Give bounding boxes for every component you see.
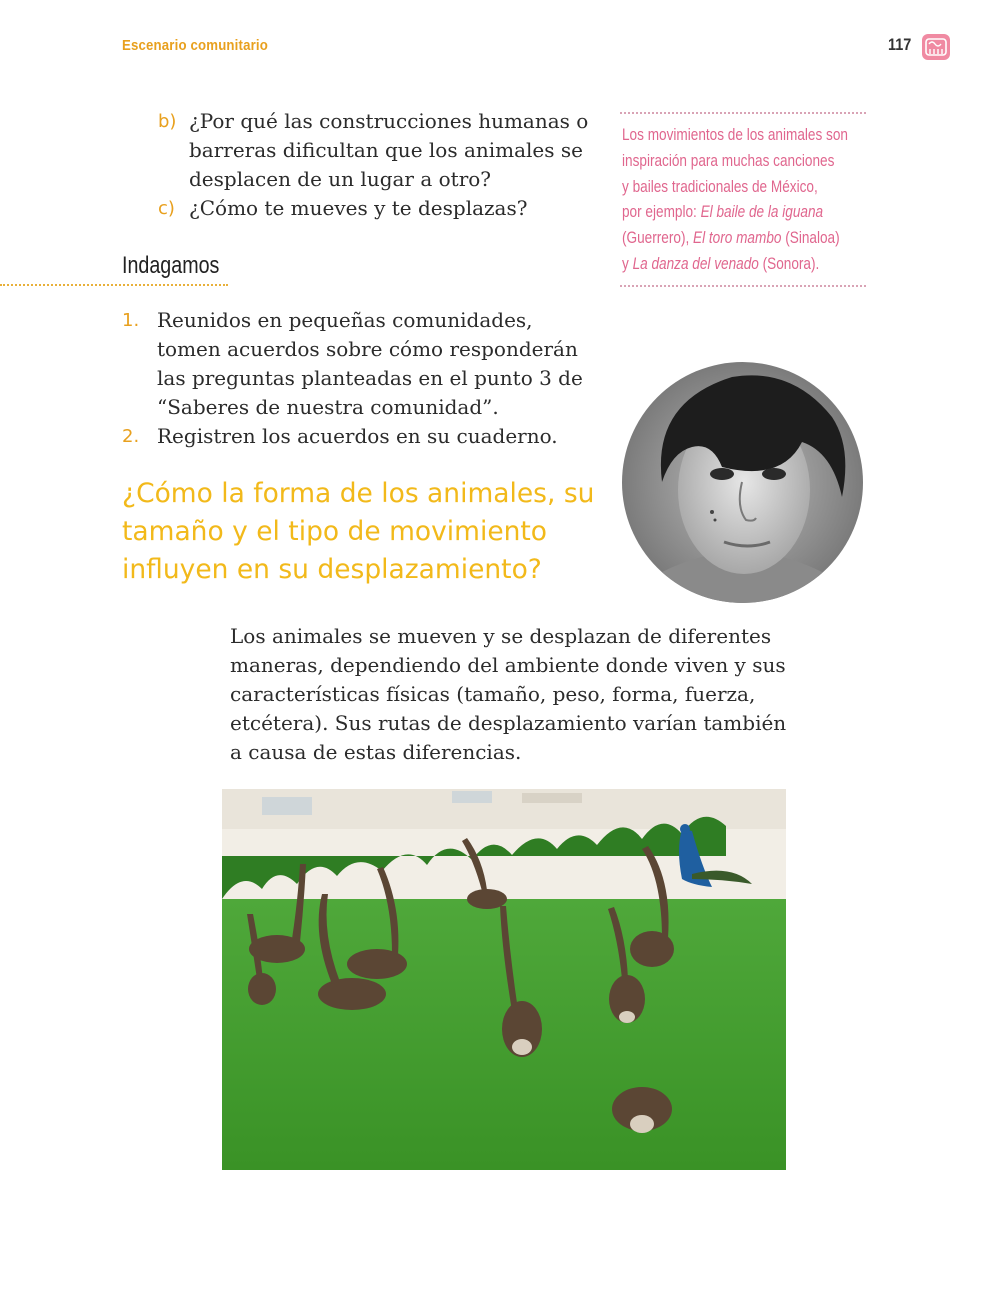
sidenote-text (622, 123, 866, 278)
guiding-question: ¿Cómo la forma de los animales, su tamaño y el tipo de movimiento influyen en su desplazamiento? (122, 478, 595, 585)
sidenote-prefix: por ejemplo: (622, 203, 701, 222)
coatis-photo (222, 789, 786, 1170)
step-number: 2. (122, 426, 140, 447)
section-title: Indagamos (122, 252, 220, 279)
step-item (122, 422, 592, 451)
sidenote-line: inspiración para muchas canciones (622, 151, 835, 170)
question-item (158, 107, 598, 194)
song-title: El baile de la iguana (700, 203, 824, 222)
step-text: Reunidos en pequeñas comunidades, tomen acuerdos sobre cómo responderán las preguntas planteadas en el punto 3 de “Saberes de nuestra comunidad”. (157, 308, 583, 419)
steps-list (122, 306, 592, 451)
question-text: ¿Por qué las construcciones humanas o barreras dificultan que los animales se desplacen de un lugar a otro? (189, 109, 589, 191)
section-divider (0, 284, 228, 286)
question-marker: b) (158, 111, 177, 132)
song-title: El toro mambo (693, 229, 782, 248)
step-item (122, 306, 592, 422)
page-number: 117 (888, 35, 912, 54)
step-text: Registren los acuerdos en su cuaderno. (157, 424, 558, 448)
child-portrait-image (622, 362, 863, 603)
song-origin: (Sinaloa) (781, 229, 840, 248)
sidenote-line (622, 200, 866, 226)
question-list (158, 107, 598, 223)
sidenote-line: y bailes tradicionales de México, (622, 177, 818, 196)
section-emblem-icon (922, 34, 950, 60)
question-text: ¿Cómo te mueves y te desplazas? (189, 196, 528, 220)
sidenote-line (622, 252, 866, 278)
question-marker: c) (158, 198, 175, 219)
song-origin: (Guerrero), (622, 229, 694, 248)
question-item (158, 194, 598, 223)
body-paragraph: Los animales se mueven y se desplazan de diferentes maneras, dependiendo del ambiente donde viven y sus características físicas (tamaño, peso, forma, fuerza, etcétera). Sus rutas de desplazamiento varían también a causa de estas diferencias. (230, 624, 787, 764)
song-origin: (Sonora). (758, 254, 820, 273)
sidenote-line (622, 226, 866, 252)
sidenote-prefix: y (622, 254, 633, 273)
sidenote-line: Los movimientos de los animales son (622, 126, 848, 144)
step-number: 1. (122, 310, 140, 331)
running-header: Escenario comunitario (122, 37, 269, 54)
song-title: La danza del venado (632, 254, 759, 273)
sidenote-box (620, 112, 866, 287)
